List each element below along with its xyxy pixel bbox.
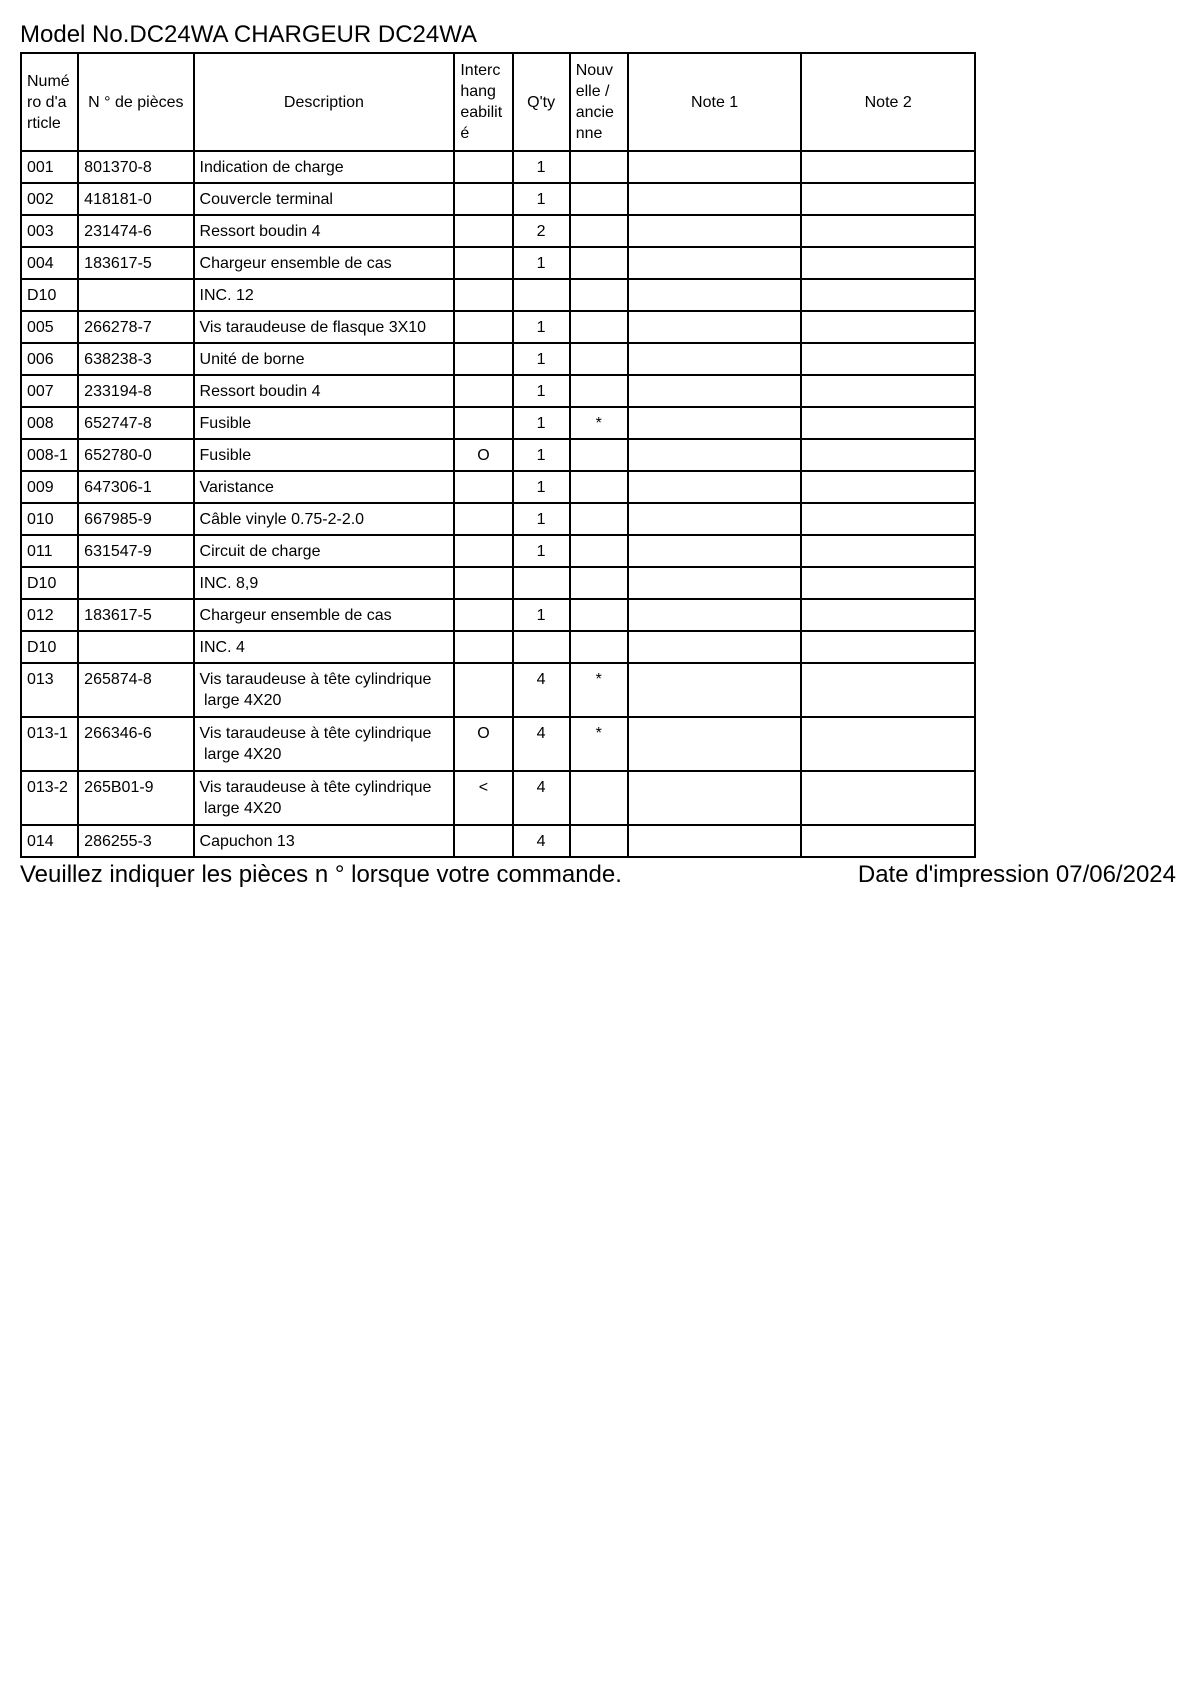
cell-quantity: 1 xyxy=(513,503,570,535)
cell-description: Ressort boudin 4 xyxy=(194,375,455,407)
cell-interchangeability xyxy=(454,247,512,279)
cell-note-2 xyxy=(801,825,975,857)
cell-part-number xyxy=(78,567,193,599)
cell-new-old xyxy=(570,771,628,825)
cell-note-2 xyxy=(801,567,975,599)
cell-note-2 xyxy=(801,183,975,215)
cell-interchangeability xyxy=(454,503,512,535)
cell-new-old xyxy=(570,183,628,215)
cell-part-number: 286255-3 xyxy=(78,825,193,857)
cell-interchangeability xyxy=(454,825,512,857)
cell-part-number: 183617-5 xyxy=(78,247,193,279)
table-row xyxy=(21,535,975,567)
cell-description: Vis taraudeuse à tête cylindrique large 4X20 xyxy=(194,663,455,717)
cell-part-number: 233194-8 xyxy=(78,375,193,407)
cell-quantity xyxy=(513,279,570,311)
cell-interchangeability xyxy=(454,471,512,503)
cell-new-old xyxy=(570,343,628,375)
cell-note-1 xyxy=(628,279,802,311)
cell-note-1 xyxy=(628,375,802,407)
cell-part-number: 231474-6 xyxy=(78,215,193,247)
cell-interchangeability xyxy=(454,375,512,407)
cell-description: Fusible xyxy=(194,439,455,471)
cell-item-number: D10 xyxy=(21,631,78,663)
cell-note-1 xyxy=(628,503,802,535)
cell-note-1 xyxy=(628,151,802,183)
cell-note-2 xyxy=(801,279,975,311)
cell-item-number: 011 xyxy=(21,535,78,567)
table-row xyxy=(21,151,975,183)
table-row xyxy=(21,567,975,599)
cell-note-1 xyxy=(628,771,802,825)
cell-interchangeability xyxy=(454,599,512,631)
cell-new-old xyxy=(570,279,628,311)
cell-description: Vis taraudeuse de flasque 3X10 xyxy=(194,311,455,343)
cell-new-old xyxy=(570,599,628,631)
cell-description: Unité de borne xyxy=(194,343,455,375)
cell-item-number: D10 xyxy=(21,279,78,311)
table-row xyxy=(21,825,975,857)
cell-new-old xyxy=(570,375,628,407)
cell-quantity: 4 xyxy=(513,663,570,717)
cell-description: Câble vinyle 0.75-2-2.0 xyxy=(194,503,455,535)
cell-part-number xyxy=(78,279,193,311)
header-note-2: Note 2 xyxy=(801,53,975,151)
cell-new-old xyxy=(570,631,628,663)
header-item-number: Numé ro d'a rticle xyxy=(21,53,78,151)
cell-item-number: D10 xyxy=(21,567,78,599)
cell-note-2 xyxy=(801,407,975,439)
cell-part-number: 647306-1 xyxy=(78,471,193,503)
cell-quantity: 1 xyxy=(513,439,570,471)
cell-interchangeability xyxy=(454,567,512,599)
cell-part-number: 652747-8 xyxy=(78,407,193,439)
cell-note-2 xyxy=(801,311,975,343)
cell-part-number: 266278-7 xyxy=(78,311,193,343)
cell-quantity xyxy=(513,567,570,599)
cell-note-2 xyxy=(801,663,975,717)
cell-interchangeability: < xyxy=(454,771,512,825)
cell-item-number: 013-2 xyxy=(21,771,78,825)
cell-interchangeability xyxy=(454,407,512,439)
cell-note-1 xyxy=(628,215,802,247)
table-row xyxy=(21,631,975,663)
cell-note-1 xyxy=(628,439,802,471)
table-row xyxy=(21,311,975,343)
cell-note-2 xyxy=(801,631,975,663)
cell-note-2 xyxy=(801,471,975,503)
table-row xyxy=(21,599,975,631)
cell-new-old xyxy=(570,567,628,599)
cell-part-number: 652780-0 xyxy=(78,439,193,471)
cell-quantity: 4 xyxy=(513,825,570,857)
cell-new-old xyxy=(570,825,628,857)
cell-quantity: 1 xyxy=(513,183,570,215)
table-row xyxy=(21,439,975,471)
cell-note-2 xyxy=(801,535,975,567)
cell-part-number: 266346-6 xyxy=(78,717,193,771)
cell-note-2 xyxy=(801,771,975,825)
table-row xyxy=(21,771,975,825)
cell-new-old xyxy=(570,151,628,183)
cell-description: INC. 8,9 xyxy=(194,567,455,599)
cell-part-number: 265B01-9 xyxy=(78,771,193,825)
header-interchangeability: Interc hang eabilit é xyxy=(454,53,512,151)
table-row xyxy=(21,503,975,535)
cell-quantity: 1 xyxy=(513,535,570,567)
cell-part-number: 265874-8 xyxy=(78,663,193,717)
cell-quantity: 4 xyxy=(513,717,570,771)
cell-note-1 xyxy=(628,825,802,857)
cell-interchangeability xyxy=(454,151,512,183)
cell-interchangeability xyxy=(454,343,512,375)
cell-description: Vis taraudeuse à tête cylindrique large 4X20 xyxy=(194,717,455,771)
cell-description: INC. 12 xyxy=(194,279,455,311)
cell-interchangeability xyxy=(454,183,512,215)
cell-item-number: 007 xyxy=(21,375,78,407)
cell-quantity: 1 xyxy=(513,311,570,343)
cell-quantity: 4 xyxy=(513,771,570,825)
cell-new-old xyxy=(570,471,628,503)
cell-quantity: 1 xyxy=(513,375,570,407)
cell-part-number: 638238-3 xyxy=(78,343,193,375)
cell-interchangeability xyxy=(454,631,512,663)
table-row xyxy=(21,183,975,215)
cell-description: Circuit de charge xyxy=(194,535,455,567)
cell-item-number: 013-1 xyxy=(21,717,78,771)
table-row xyxy=(21,215,975,247)
cell-description: INC. 4 xyxy=(194,631,455,663)
table-row xyxy=(21,279,975,311)
cell-note-1 xyxy=(628,631,802,663)
cell-note-1 xyxy=(628,343,802,375)
cell-part-number xyxy=(78,631,193,663)
cell-description: Capuchon 13 xyxy=(194,825,455,857)
cell-item-number: 010 xyxy=(21,503,78,535)
cell-item-number: 005 xyxy=(21,311,78,343)
cell-item-number: 013 xyxy=(21,663,78,717)
cell-new-old: * xyxy=(570,717,628,771)
cell-note-1 xyxy=(628,471,802,503)
cell-item-number: 001 xyxy=(21,151,78,183)
cell-description: Vis taraudeuse à tête cylindrique large 4X20 xyxy=(194,771,455,825)
cell-interchangeability xyxy=(454,215,512,247)
cell-new-old: * xyxy=(570,663,628,717)
header-part-number: N ° de pièces xyxy=(78,53,193,151)
header-note-1: Note 1 xyxy=(628,53,802,151)
cell-item-number: 014 xyxy=(21,825,78,857)
table-row xyxy=(21,717,975,771)
cell-note-1 xyxy=(628,407,802,439)
cell-quantity: 1 xyxy=(513,599,570,631)
parts-table xyxy=(20,52,976,858)
cell-note-2 xyxy=(801,151,975,183)
cell-quantity xyxy=(513,631,570,663)
cell-item-number: 006 xyxy=(21,343,78,375)
cell-note-1 xyxy=(628,247,802,279)
cell-quantity: 1 xyxy=(513,471,570,503)
cell-part-number: 183617-5 xyxy=(78,599,193,631)
cell-quantity: 1 xyxy=(513,407,570,439)
cell-new-old xyxy=(570,535,628,567)
cell-description: Chargeur ensemble de cas xyxy=(194,247,455,279)
table-row xyxy=(21,343,975,375)
cell-item-number: 004 xyxy=(21,247,78,279)
order-instruction: Veuillez indiquer les pièces n ° lorsque votre commande. xyxy=(20,861,622,888)
cell-quantity: 1 xyxy=(513,247,570,279)
table-row xyxy=(21,663,975,717)
cell-note-2 xyxy=(801,375,975,407)
cell-note-2 xyxy=(801,439,975,471)
cell-quantity: 2 xyxy=(513,215,570,247)
header-quantity: Q'ty xyxy=(513,53,570,151)
cell-note-1 xyxy=(628,567,802,599)
cell-item-number: 008-1 xyxy=(21,439,78,471)
cell-item-number: 003 xyxy=(21,215,78,247)
cell-new-old xyxy=(570,247,628,279)
cell-note-2 xyxy=(801,599,975,631)
cell-new-old xyxy=(570,439,628,471)
cell-item-number: 002 xyxy=(21,183,78,215)
cell-item-number: 012 xyxy=(21,599,78,631)
cell-new-old: * xyxy=(570,407,628,439)
table-row xyxy=(21,247,975,279)
cell-part-number: 418181-0 xyxy=(78,183,193,215)
cell-item-number: 008 xyxy=(21,407,78,439)
cell-new-old xyxy=(570,311,628,343)
cell-description: Ressort boudin 4 xyxy=(194,215,455,247)
table-row xyxy=(21,375,975,407)
cell-part-number: 631547-9 xyxy=(78,535,193,567)
print-date: Date d'impression 07/06/2024 xyxy=(857,861,1176,888)
cell-note-2 xyxy=(801,215,975,247)
cell-interchangeability xyxy=(454,535,512,567)
page-title: Model No.DC24WA CHARGEUR DC24WA xyxy=(20,21,477,48)
cell-note-1 xyxy=(628,663,802,717)
header-description: Description xyxy=(194,53,455,151)
cell-description: Varistance xyxy=(194,471,455,503)
cell-note-1 xyxy=(628,183,802,215)
table-row xyxy=(21,407,975,439)
cell-note-1 xyxy=(628,535,802,567)
cell-description: Chargeur ensemble de cas xyxy=(194,599,455,631)
cell-new-old xyxy=(570,215,628,247)
cell-description: Fusible xyxy=(194,407,455,439)
table-row xyxy=(21,471,975,503)
cell-interchangeability xyxy=(454,663,512,717)
cell-note-2 xyxy=(801,717,975,771)
header-new-old: Nouv elle / ancie nne xyxy=(570,53,628,151)
cell-note-1 xyxy=(628,311,802,343)
cell-description: Indication de charge xyxy=(194,151,455,183)
cell-note-1 xyxy=(628,599,802,631)
cell-interchangeability: O xyxy=(454,439,512,471)
cell-interchangeability xyxy=(454,311,512,343)
header-row xyxy=(21,53,975,151)
cell-quantity: 1 xyxy=(513,343,570,375)
cell-new-old xyxy=(570,503,628,535)
cell-interchangeability: O xyxy=(454,717,512,771)
cell-interchangeability xyxy=(454,279,512,311)
cell-item-number: 009 xyxy=(21,471,78,503)
parts-table-body xyxy=(21,151,975,857)
cell-quantity: 1 xyxy=(513,151,570,183)
cell-part-number: 801370-8 xyxy=(78,151,193,183)
cell-note-2 xyxy=(801,503,975,535)
cell-note-1 xyxy=(628,717,802,771)
cell-note-2 xyxy=(801,247,975,279)
cell-note-2 xyxy=(801,343,975,375)
cell-part-number: 667985-9 xyxy=(78,503,193,535)
cell-description: Couvercle terminal xyxy=(194,183,455,215)
